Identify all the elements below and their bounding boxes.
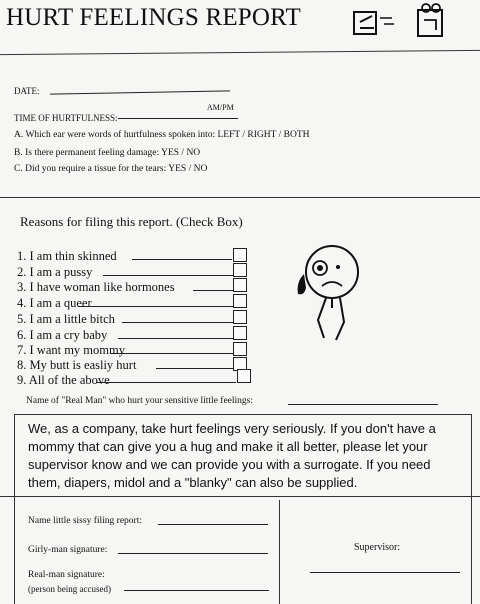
reasons-heading: Reasons for filing this report. (Check Box) <box>20 214 243 229</box>
checkbox-4[interactable] <box>233 294 247 308</box>
signature-left-rule <box>14 496 15 604</box>
item-line <box>118 338 233 339</box>
page-title: HURT FEELINGS REPORT <box>6 4 302 31</box>
list-item: 6. I am a cry baby <box>17 328 108 342</box>
statement-bottom-rule <box>0 496 480 497</box>
item-line <box>96 382 236 383</box>
item-line <box>193 290 233 291</box>
list-item: 3. I have woman like hormones <box>17 280 175 294</box>
question-c: C. Did you require a tissue for the tears: YES / NO <box>14 164 208 174</box>
supervisor-field[interactable] <box>310 572 460 573</box>
statement-right-rule <box>471 414 472 496</box>
girly-label: Girly-man signature: <box>28 545 108 555</box>
list-item: 8. My butt is easliy hurt <box>17 358 137 372</box>
item-line <box>78 306 233 307</box>
checkbox-1[interactable] <box>233 248 247 262</box>
ampm-label: AM/PM <box>207 103 234 112</box>
list-item: 4. I am a queer <box>17 296 92 310</box>
list-item: 9. All of the above <box>17 373 110 387</box>
item-line <box>110 353 233 354</box>
item-line <box>103 275 233 276</box>
list-item: 7. I want my mommy <box>17 343 125 357</box>
date-field[interactable] <box>50 90 230 94</box>
item-line <box>122 322 233 323</box>
realman-signature-label: Real-man signature: <box>28 570 105 580</box>
sissy-label: Name little sissy filing report: <box>28 516 142 526</box>
real-man-field[interactable] <box>288 404 438 405</box>
checkbox-3[interactable] <box>233 278 247 292</box>
girly-field[interactable] <box>118 553 268 554</box>
checkbox-9[interactable] <box>237 369 251 383</box>
section-rule <box>0 197 480 198</box>
list-item: 5. I am a little bitch <box>17 312 115 326</box>
statement-top-rule <box>14 414 472 415</box>
checkbox-2[interactable] <box>233 263 247 277</box>
checkbox-5[interactable] <box>233 310 247 324</box>
logo-icon <box>350 2 470 42</box>
question-a: A. Which ear were words of hurtfulness spoken into: LEFT / RIGHT / BOTH <box>14 130 310 140</box>
checkbox-6[interactable] <box>233 326 247 340</box>
header-rule <box>0 50 480 55</box>
time-field[interactable] <box>118 118 238 119</box>
realman-field[interactable] <box>124 590 269 591</box>
realman-sub-label: (person being accused) <box>28 584 111 594</box>
real-man-label: Name of "Real Man" who hurt your sensitive little feelings: <box>26 396 253 406</box>
supervisor-label: Supervisor: <box>354 542 401 553</box>
signature-divider <box>279 500 280 604</box>
item-line <box>156 368 233 369</box>
statement-text: We, as a company, take hurt feelings very seriously. If you don't have a mommy that can give you a hug and make it all better, please let your supervisor know and we can provide you with a surrogate. If you need them, diapers, midol and a "blanky" can also be supplied. <box>28 421 436 490</box>
item-line <box>132 259 232 260</box>
question-b: B. Is there permanent feeling damage: YES / NO <box>14 148 201 158</box>
sissy-field[interactable] <box>158 524 268 525</box>
time-label: TIME OF HURTFULNESS: <box>14 113 118 123</box>
checkbox-7[interactable] <box>233 342 247 356</box>
crying-stick-figure-illustration <box>280 240 390 360</box>
statement-left-rule <box>14 414 15 496</box>
signature-right-rule <box>471 496 472 604</box>
list-item: 1. I am thin skinned <box>17 249 117 263</box>
list-item: 2. I am a pussy <box>17 265 93 279</box>
date-label: DATE: <box>14 86 40 96</box>
